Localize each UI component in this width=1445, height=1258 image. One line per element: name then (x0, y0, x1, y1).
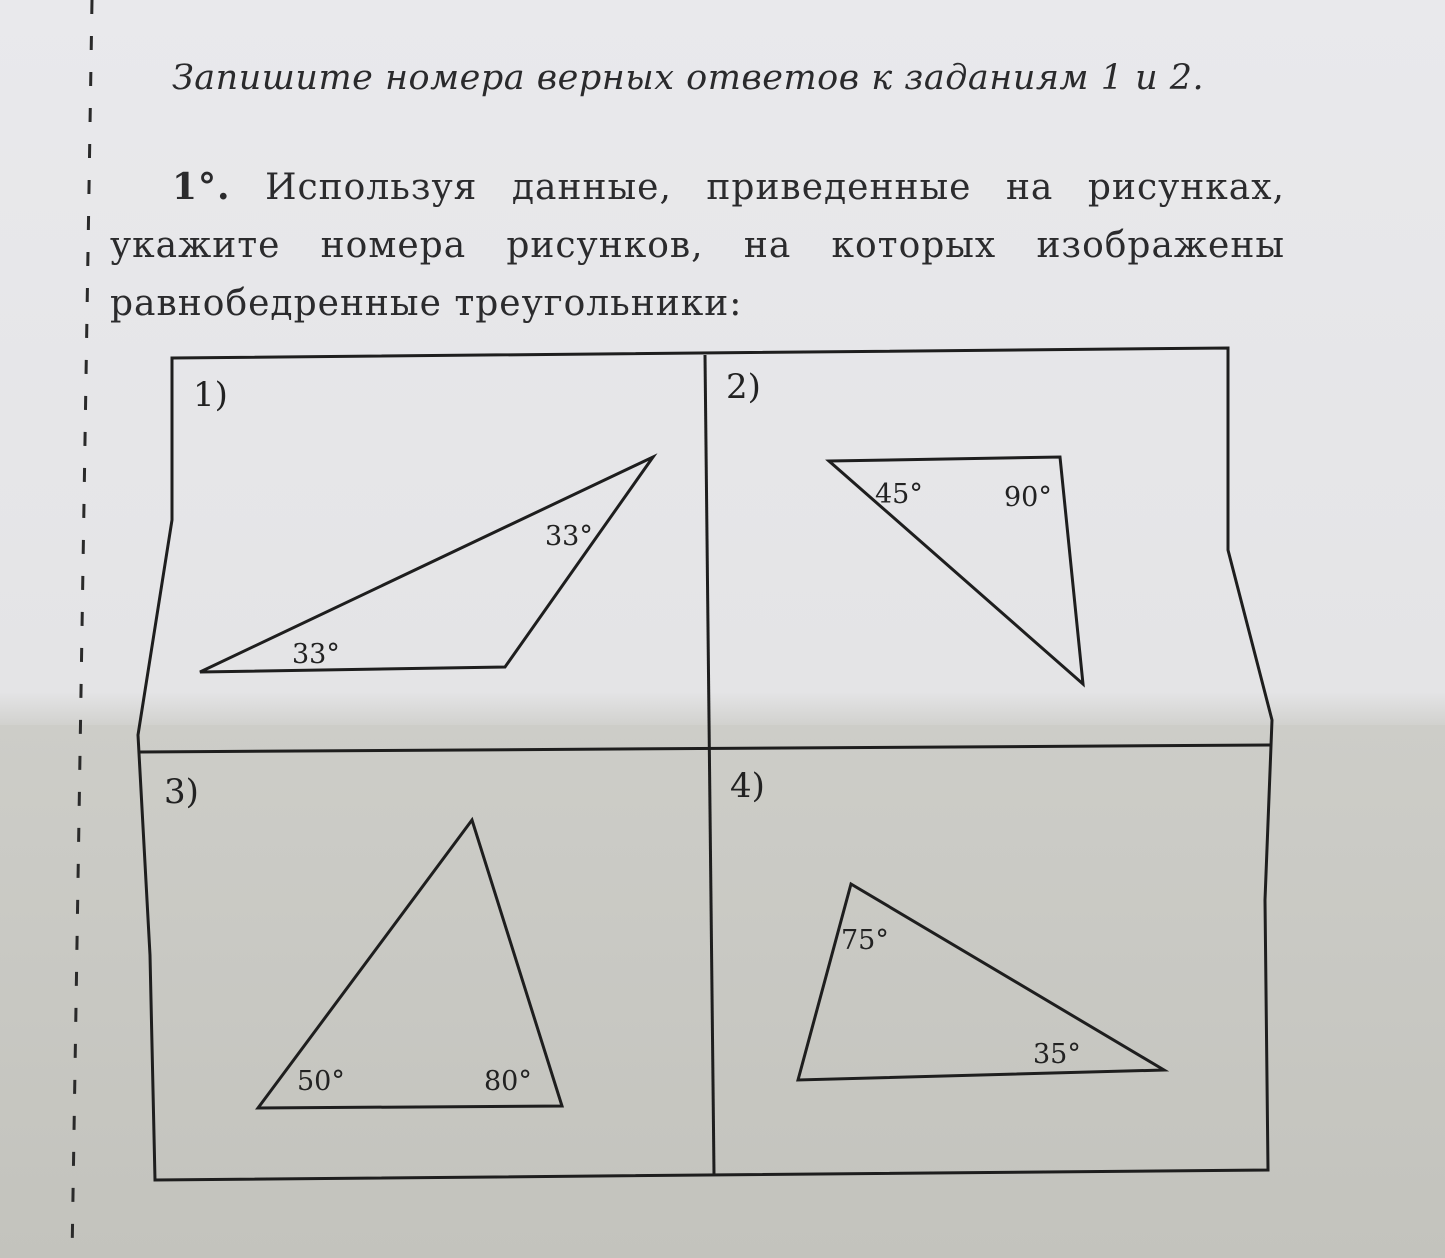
figure-4-label: 4) (730, 766, 765, 806)
figure-3-label: 3) (164, 772, 199, 812)
task-body: Используя данные, приведенные на рисунках, укажите номера рисунков, на которых изображены равнобедренные треугольники: (110, 167, 1286, 324)
task-number: 1°. (172, 166, 231, 208)
figure-2-angle-a: 45° (875, 479, 923, 510)
figure-1-label: 1) (193, 375, 228, 415)
figure-2-angle-b: 90° (1004, 482, 1052, 513)
figure-3-angle-a: 50° (297, 1066, 345, 1097)
grid-vertical-divider (705, 355, 714, 1174)
figure-4-triangle (798, 884, 1164, 1080)
figure-2-label: 2) (726, 367, 761, 407)
instructions-heading: Запишите номера верных ответов к заданиям 1 и 2. (172, 58, 1205, 98)
figure-1-angle-b: 33° (545, 521, 593, 552)
figure-4-angle-b: 35° (1033, 1039, 1081, 1070)
figure-3-angle-b: 80° (484, 1066, 532, 1097)
grid-horizontal-divider (140, 745, 1270, 752)
figure-1-angle-a: 33° (292, 639, 340, 670)
figure-4-angle-a: 75° (841, 925, 889, 956)
figure-3-triangle (258, 820, 562, 1108)
figure-1-triangle (200, 457, 653, 672)
